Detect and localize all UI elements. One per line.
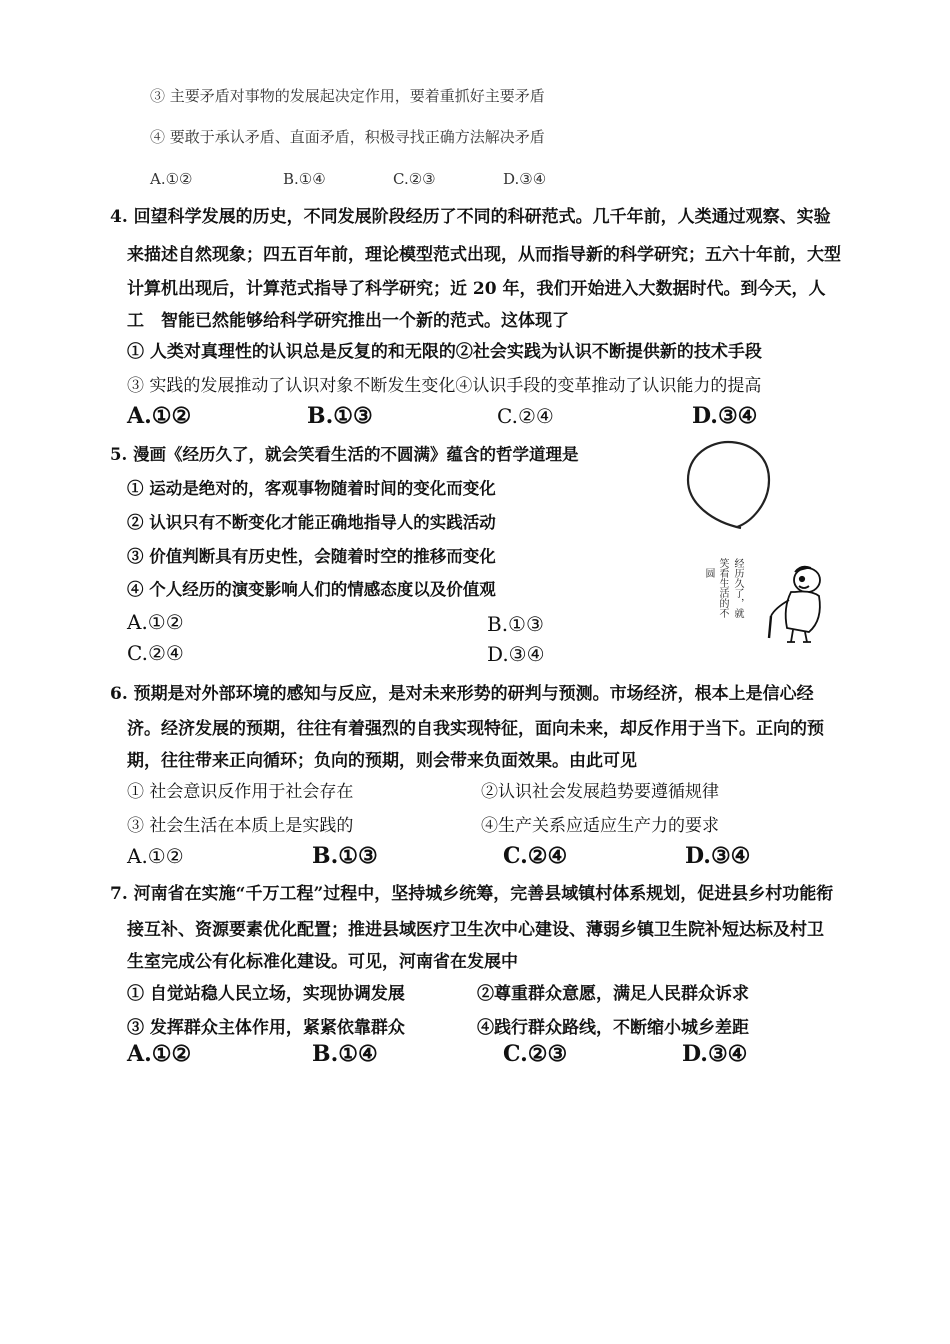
q7-option-3: ③ 发挥群众主体作用，紧紧依靠群众 [127, 1018, 405, 1038]
q4-stem-line-4: 工 智能已然能够给科学研究推出一个新的范式。这体现了 [127, 311, 569, 331]
q4-choice-d: D.③④ [692, 403, 758, 429]
old-man-figure [769, 567, 820, 642]
q5-option-4: ④ 个人经历的演变影响人们的情感态度以及价值观 [127, 580, 496, 599]
q5-option-2: ② 认识只有不断变化才能正确地指导人的实践活动 [127, 513, 496, 532]
q3-option-4: ④ 要敢于承认矛盾、直面矛盾，积极寻找正确方法解决矛盾 [150, 128, 545, 146]
q5-choice-c: C.②④ [127, 641, 184, 665]
q4-options-34: ③ 实践的发展推动了认识对象不断发生变化④认识手段的变革推动了认识能力的提高 [127, 376, 762, 396]
q7-stem-line-3: 生室完成公有化标准化建设。可见，河南省在发展中 [127, 952, 518, 972]
q5-cartoon [683, 440, 833, 650]
q6-option-1: ① 社会意识反作用于社会存在 [127, 782, 354, 802]
q3-option-3: ③ 主要矛盾对事物的发展起决定作用，要着重抓好主要矛盾 [150, 87, 545, 105]
q4-choice-a: A.①② [127, 403, 192, 429]
incomplete-circle [688, 442, 769, 528]
q4-choice-c: C.②④ [497, 404, 554, 428]
cartoon-drawing [683, 440, 833, 650]
q4-stem-line-2: 来描述自然现象；四五百年前，理论模型范式出现，从而指导新的科学研究；五六十年前，大型 [127, 245, 841, 265]
q5-option-1: ① 运动是绝对的，客观事物随着时间的变化而变化 [127, 479, 496, 498]
q5-choice-d: D.③④ [487, 642, 545, 666]
q6-option-2: ②认识社会发展趋势要遵循规律 [481, 782, 719, 802]
q5-choice-b: B.①③ [487, 612, 544, 636]
q6-stem-line-3: 期，往往带来正向循环；负向的预期，则会带来负面效果。由此可见 [127, 751, 637, 771]
q7-option-1: ① 自觉站稳人民立场，实现协调发展 [127, 984, 405, 1004]
q7-choice-d: D.③④ [682, 1041, 748, 1067]
q3-choice-d: D.③④ [503, 170, 547, 188]
q7-choice-a: A.①② [127, 1041, 192, 1067]
q6-choice-a: A.①② [127, 844, 184, 868]
q6-option-3: ③ 社会生活在本质上是实践的 [127, 816, 354, 836]
q5-choice-a: A.①② [127, 610, 184, 634]
q4-stem-line-3: 计算机出现后，计算范式指导了科学研究；近 20 年，我们开始进入大数据时代。到今天，人 [127, 279, 826, 299]
q6-stem-line-2: 济。经济发展的预期，往往有着强烈的自我实现特征，面向未来，却反作用于当下。正向的预 [127, 719, 824, 739]
q3-choice-b: B.①④ [283, 170, 326, 188]
cartoon-caption-col-2: 笑看生活的不 [717, 558, 728, 618]
q6-stem-line-1: 6. 预期是对外部环境的感知与反应，是对未来形势的研判与预测。市场经济，根本上是信心经 [110, 684, 814, 704]
q6-option-4: ④生产关系应适应生产力的要求 [481, 816, 719, 836]
q7-stem-line-1: 7. 河南省在实施“千万工程”过程中，坚持城乡统筹，完善县域镇村体系规划，促进县乡村功能衔 [110, 884, 834, 904]
cartoon-caption-col-1: 经历久了，就 [732, 558, 743, 618]
q7-option-4: ④践行群众路线，不断缩小城乡差距 [477, 1018, 749, 1038]
q4-options-12: ① 人类对真理性的认识总是反复的和无限的②社会实践为认识不断提供新的技术手段 [127, 342, 762, 362]
q4-choice-b: B.①③ [307, 403, 373, 429]
cartoon-caption-col-3: 圆 [703, 568, 714, 578]
q5-option-3: ③ 价值判断具有历史性，会随着时空的推移而变化 [127, 547, 496, 566]
q7-option-2: ②尊重群众意愿，满足人民群众诉求 [477, 984, 749, 1004]
q4-stem-line-1: 4. 回望科学发展的历史，不同发展阶段经历了不同的科研范式。几千年前，人类通过观察、实验 [110, 207, 831, 227]
q6-choice-b: B.①③ [312, 843, 378, 869]
q7-choice-c: C.②③ [503, 1041, 568, 1067]
q5-stem: 5. 漫画《经历久了，就会笑看生活的不圆满》蕴含的哲学道理是 [110, 445, 579, 464]
q3-choice-a: A.①② [150, 170, 193, 188]
q7-choice-b: B.①④ [312, 1041, 378, 1067]
q3-choice-c: C.②③ [393, 170, 436, 188]
q6-choice-d: D.③④ [685, 843, 751, 869]
q7-stem-line-2: 接互补、资源要素优化配置；推进县域医疗卫生次中心建设、薄弱乡镇卫生院补短达标及村卫 [127, 920, 824, 940]
q6-choice-c: C.②④ [503, 843, 568, 869]
